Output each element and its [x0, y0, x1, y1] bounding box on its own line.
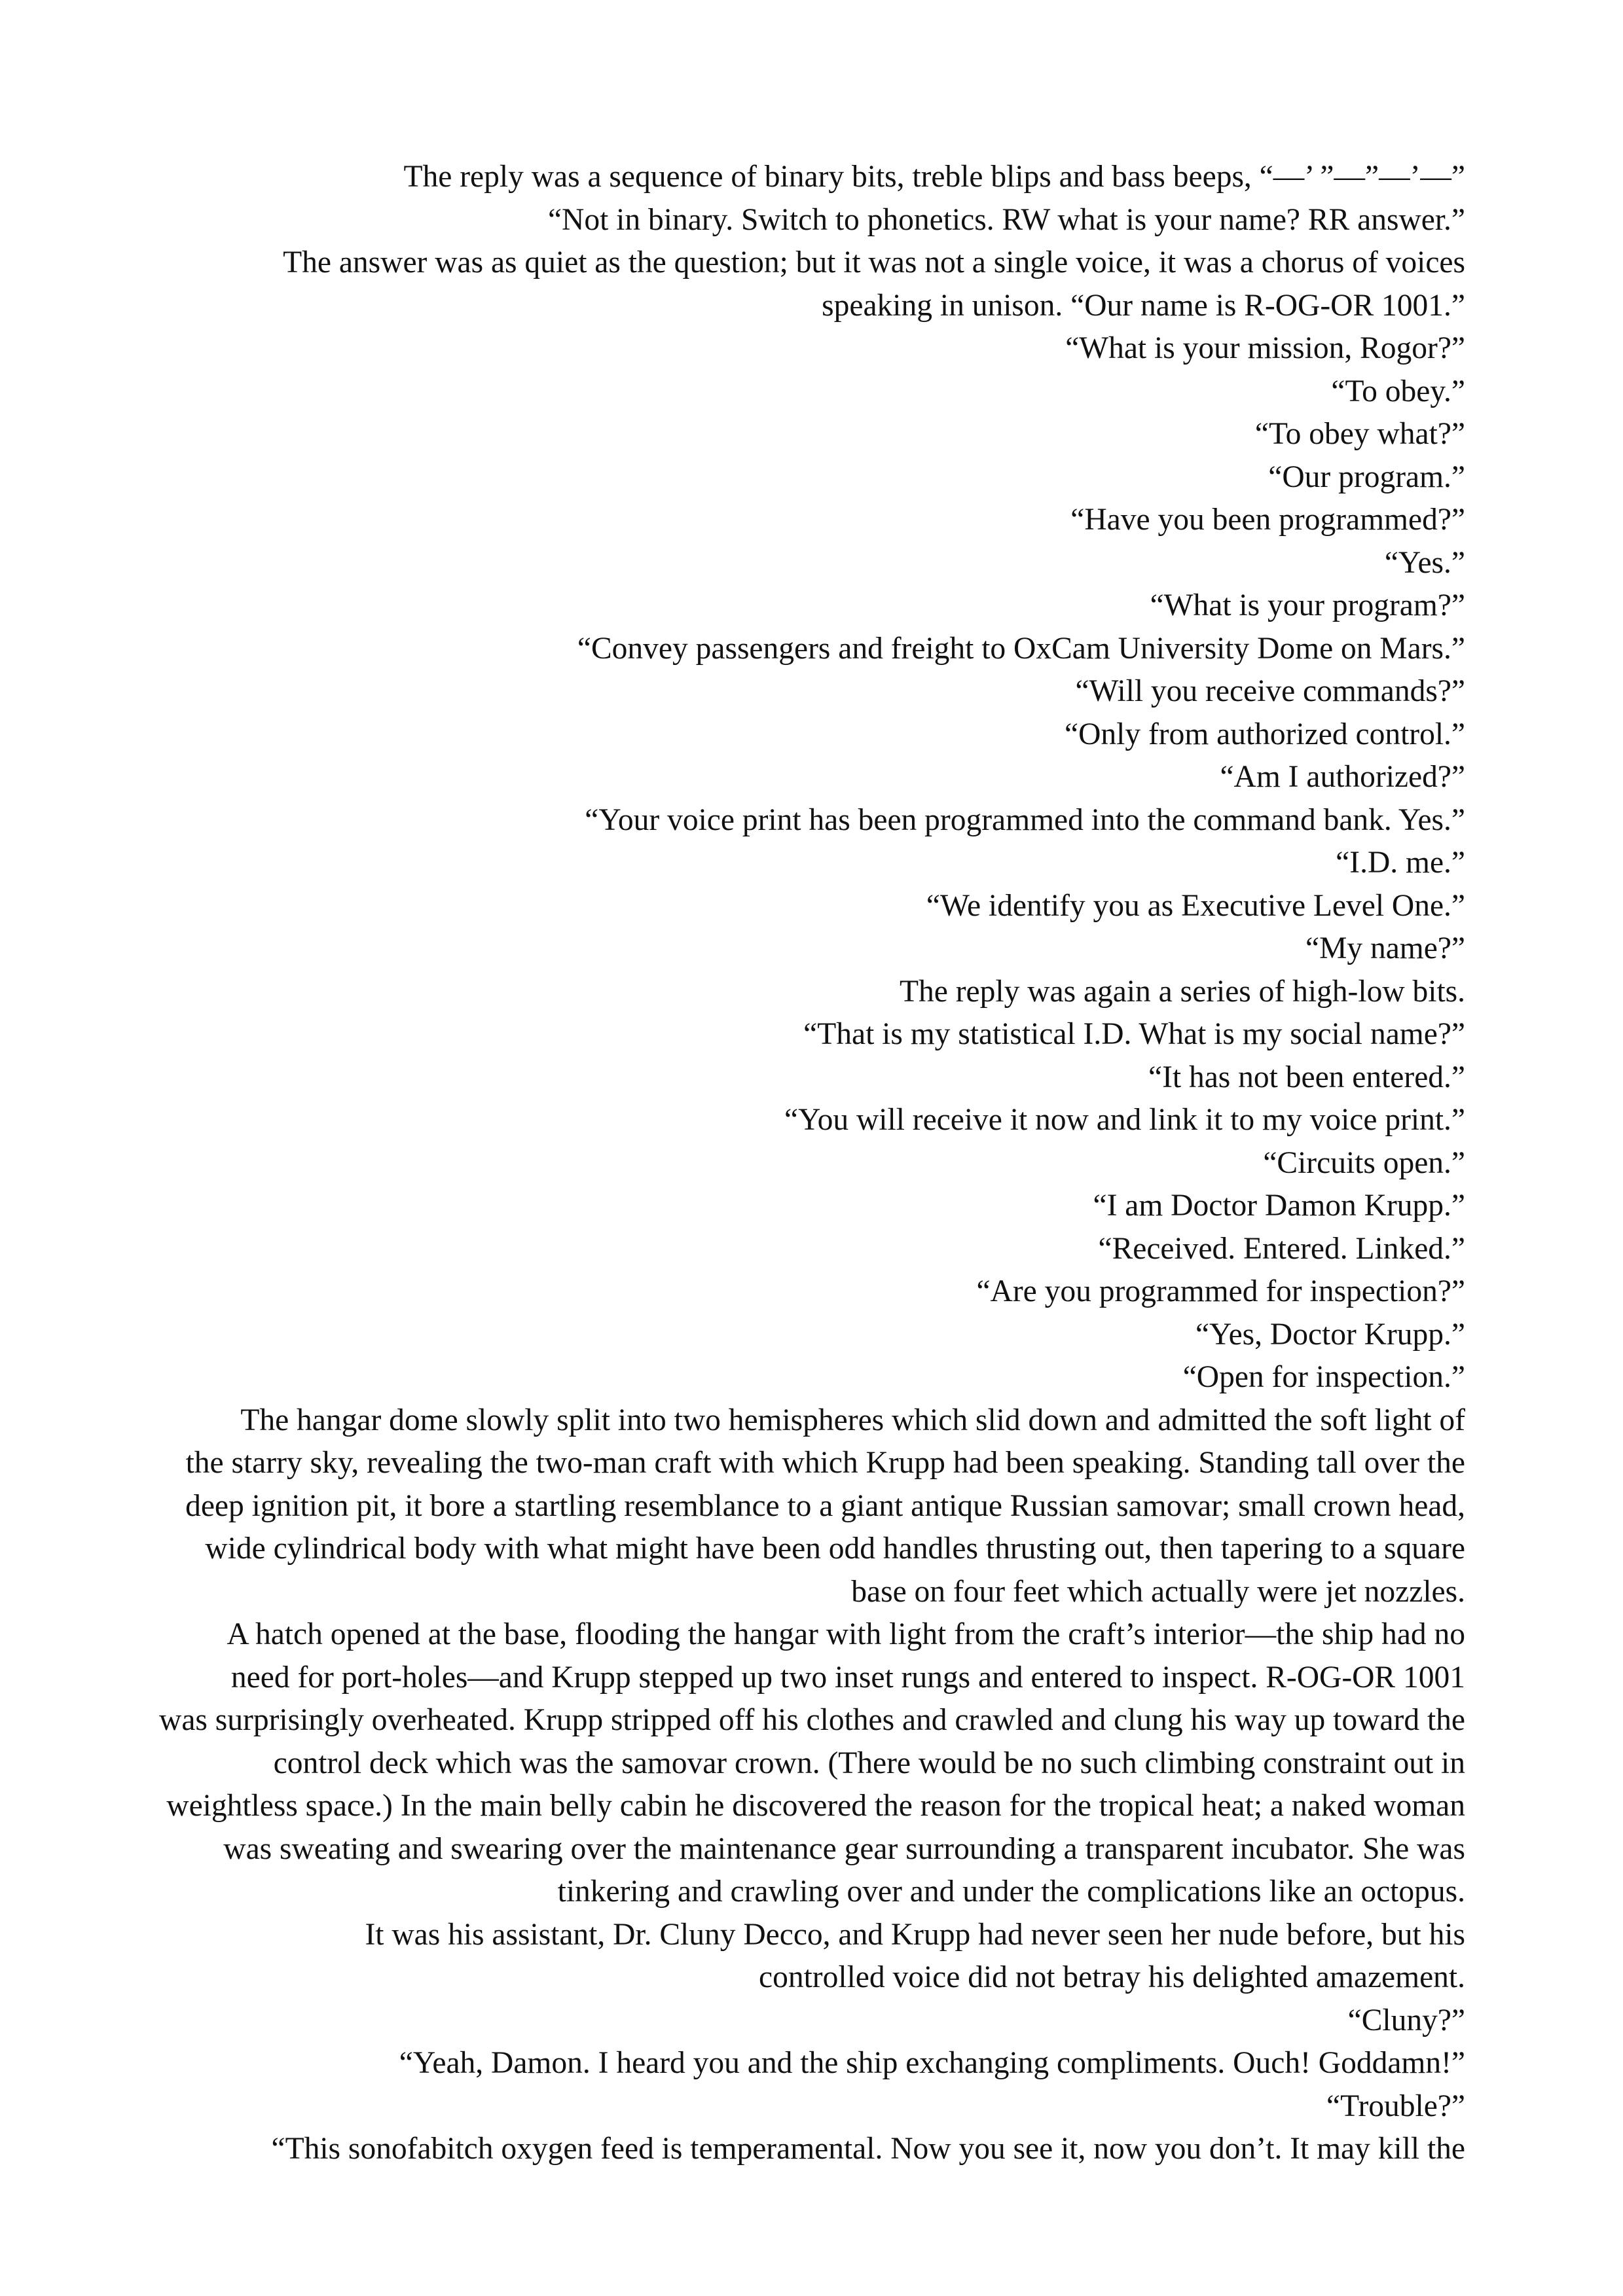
text-line: “Yeah, Damon. I heard you and the ship exchanging compliments. Ouch! Goddamn!”: [399, 2046, 1465, 2080]
document-text-body: [157, 156, 1465, 2171]
text-line: “What is your program?”: [1150, 588, 1465, 622]
text-line: “Convey passengers and freight to OxCam University Dome on Mars.”: [577, 631, 1465, 666]
text-line: “Open for inspection.”: [1182, 1360, 1465, 1394]
text-line: The answer was as quiet as the question; but it was not a single voice, it was a chorus of voices: [283, 245, 1465, 279]
text-line: The hangar dome slowly split into two hemispheres which slid down and admitted the soft light of: [240, 1403, 1465, 1437]
text-line: “I am Doctor Damon Krupp.”: [1093, 1189, 1465, 1223]
text-line: “I.D. me.”: [1336, 846, 1465, 880]
text-line: need for port-holes—and Krupp stepped up two inset rungs and entered to inspect. R-OG-OR 1001: [230, 1660, 1465, 1695]
text-line: “Am I authorized?”: [1220, 760, 1465, 794]
text-line: was surprisingly overheated. Krupp stripped off his clothes and crawled and clung his way up toward the: [159, 1703, 1465, 1737]
text-line: “Not in binary. Switch to phonetics. RW what is your name? RR answer.”: [547, 202, 1465, 237]
text-line: the starry sky, revealing the two-man craft with which Krupp had been speaking. Standing tall over the: [185, 1446, 1465, 1480]
text-line: “You will receive it now and link it to my voice print.”: [784, 1103, 1465, 1137]
text-line: base on four feet which actually were jet nozzles.: [851, 1574, 1465, 1609]
text-line: wide cylindrical body with what might have been odd handles thrusting out, then tapering to a square: [205, 1532, 1465, 1566]
text-line: “This sonofabitch oxygen feed is temperamental. Now you see it, now you don’t. It may kill the: [271, 2132, 1465, 2166]
text-line: “Our program.”: [1268, 459, 1465, 494]
text-line: controlled voice did not betray his delighted amazement.: [759, 1960, 1465, 1994]
text-line: “Yes, Doctor Krupp.”: [1195, 1317, 1465, 1352]
text-line: “Will you receive commands?”: [1075, 674, 1465, 708]
text-line: “To obey what?”: [1254, 417, 1465, 451]
text-line: “It has not been entered.”: [1148, 1060, 1465, 1094]
text-line: “Your voice print has been programmed into the command bank. Yes.”: [585, 802, 1465, 837]
text-line: deep ignition pit, it bore a startling resemblance to a giant antique Russian samovar; small crown head,: [185, 1488, 1465, 1523]
text-line: It was his assistant, Dr. Cluny Decco, and Krupp had never seen her nude before, but his: [365, 1917, 1465, 1952]
text-line: “That is my statistical I.D. What is my social name?”: [803, 1017, 1465, 1051]
text-line: tinkering and crawling over and under the complications like an octopus.: [557, 1874, 1465, 1909]
text-line: control deck which was the samovar crown. (There would be no such climbing constraint out in: [273, 1746, 1465, 1780]
text-line: “Circuits open.”: [1263, 1145, 1465, 1180]
text-line: “Trouble?”: [1326, 2089, 1465, 2123]
text-line: was sweating and swearing over the maintenance gear surrounding a transparent incubator. She was: [223, 1831, 1465, 1866]
text-line: “We identify you as Executive Level One.”: [926, 888, 1465, 923]
text-line: The reply was again a series of high-low bits.: [900, 974, 1465, 1009]
text-line: “Are you programmed for inspection?”: [976, 1274, 1465, 1308]
text-line: A hatch opened at the base, flooding the hangar with light from the craft’s interior—the ship had no: [227, 1617, 1465, 1651]
text-line: “My name?”: [1305, 931, 1465, 965]
text-line: speaking in unison. “Our name is R-OG-OR 1001.”: [822, 288, 1465, 323]
text-line: “Cluny?”: [1347, 2003, 1465, 2037]
text-line: “To obey.”: [1331, 374, 1465, 408]
text-line: “Have you been programmed?”: [1070, 503, 1465, 537]
text-line: “Only from authorized control.”: [1064, 717, 1465, 751]
text-line: weightless space.) In the main belly cabin he discovered the reason for the tropical heat; a naked woman: [166, 1789, 1465, 1823]
text-line: The reply was a sequence of binary bits, treble blips and bass beeps, “—’ ”—”—’—”: [403, 160, 1465, 194]
text-line: “What is your mission, Rogor?”: [1065, 331, 1465, 365]
text-line: “Yes.”: [1384, 545, 1465, 580]
text-line: “Received. Entered. Linked.”: [1098, 1231, 1465, 1266]
